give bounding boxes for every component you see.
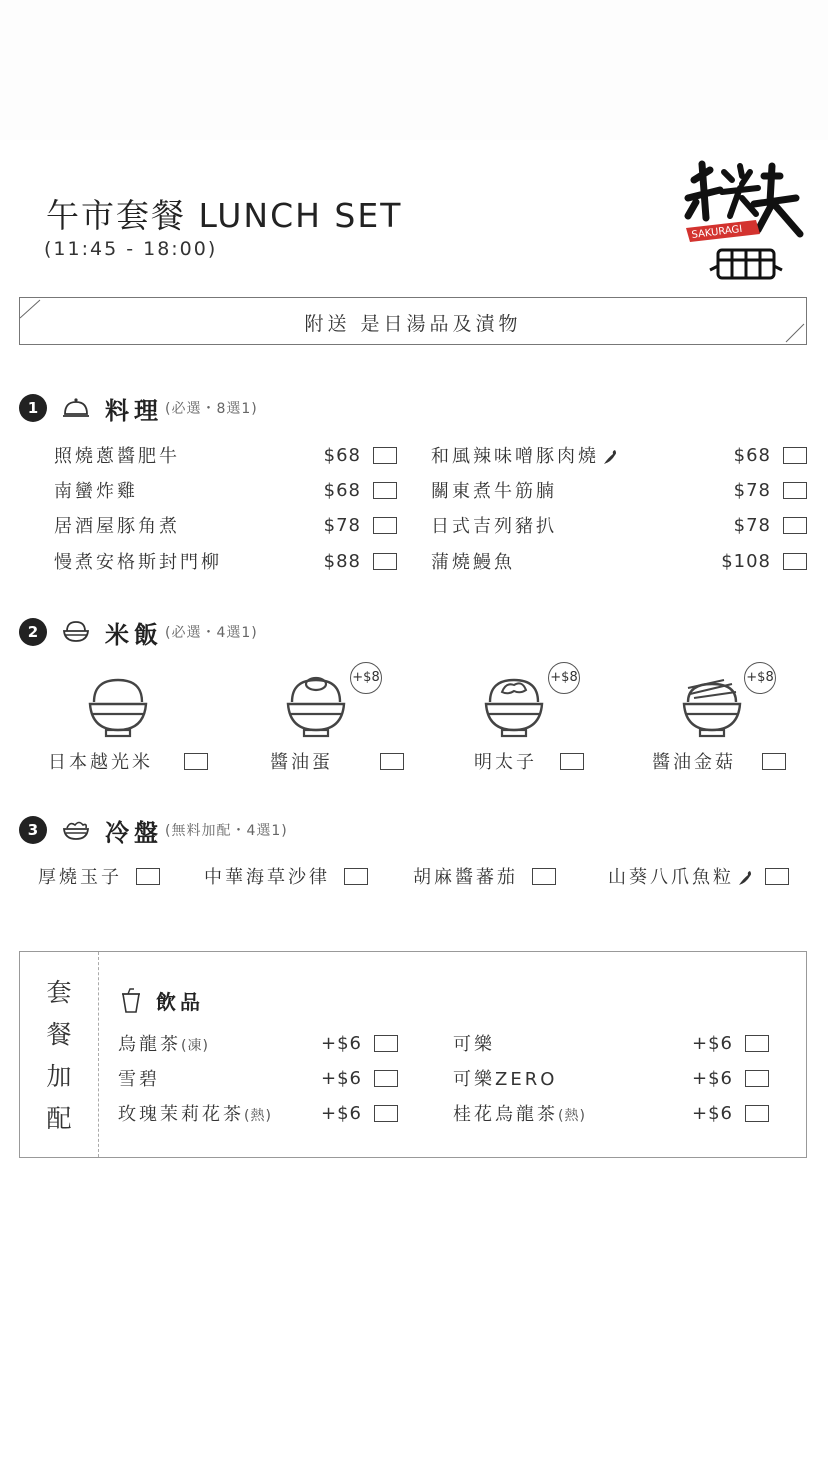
side-char: 加 <box>46 1062 72 1091</box>
dish-name: 南蠻炸雞 <box>54 481 138 502</box>
checkbox[interactable] <box>783 447 807 464</box>
dish-price: $108 <box>721 550 771 572</box>
drinks-header <box>120 986 204 1015</box>
checkbox[interactable] <box>745 1035 769 1052</box>
rice-option[interactable] <box>48 674 188 774</box>
checkbox[interactable] <box>374 1105 398 1122</box>
mentaiko-rice-bowl-icon <box>482 674 546 740</box>
drink-item[interactable] <box>453 1102 769 1124</box>
dish-item[interactable] <box>431 478 807 502</box>
drink-item[interactable] <box>453 1032 769 1054</box>
drink-note: (熱) <box>244 1108 272 1124</box>
cold-dish-item[interactable] <box>38 865 160 887</box>
drink-price: +$6 <box>321 1067 362 1089</box>
cold-dish-name: 中華海草沙律 <box>204 867 330 888</box>
rice-bowl-icon <box>86 674 150 740</box>
dish-item[interactable] <box>54 513 397 537</box>
dish-column-left <box>54 443 397 573</box>
rice-name: 日本越光米 <box>48 752 153 773</box>
rice-option[interactable] <box>444 662 584 774</box>
drink-name: 桂花烏龍茶 <box>453 1104 558 1125</box>
restaurant-logo <box>684 158 808 284</box>
section-title: 米飯 <box>105 620 163 649</box>
cold-dish-item[interactable] <box>204 865 368 887</box>
rice-bowl-icon <box>61 619 91 645</box>
svg-text:SAKURAGI: SAKURAGI <box>691 223 743 241</box>
mushroom-rice-bowl-icon <box>680 674 744 740</box>
dish-item[interactable] <box>431 513 807 537</box>
dish-name: 慢煮安格斯封門柳 <box>54 552 222 573</box>
surcharge-badge: +$8 <box>548 662 580 694</box>
dish-price: $68 <box>323 444 361 466</box>
cup-icon <box>120 988 142 1014</box>
dish-name: 關東煮牛筋腩 <box>431 481 557 502</box>
section-note: (必選・8選1) <box>165 401 258 417</box>
chili-icon <box>602 448 618 466</box>
section-note: (必選・4選1) <box>165 625 258 641</box>
checkbox[interactable] <box>136 868 160 885</box>
cold-dish-item[interactable] <box>608 865 789 887</box>
drink-name: 雪碧 <box>118 1069 160 1090</box>
checkbox[interactable] <box>374 1035 398 1052</box>
page-title: 午市套餐 LUNCH SET <box>46 196 403 235</box>
dish-column-right <box>431 443 807 573</box>
addon-box <box>19 951 807 1158</box>
cold-dish-name: 胡麻醬蕃茄 <box>413 867 518 888</box>
section-2-header <box>19 617 258 647</box>
rice-name: 醬油金菇 <box>652 752 736 773</box>
dish-name: 照燒蔥醬肥牛 <box>54 446 180 467</box>
checkbox[interactable] <box>765 868 789 885</box>
checkbox[interactable] <box>373 553 397 570</box>
dish-price: $68 <box>323 479 361 501</box>
rice-option[interactable] <box>246 662 386 774</box>
cold-dish-name: 山葵八爪魚粒 <box>608 867 734 888</box>
drink-name: 可樂ZERO <box>453 1069 558 1090</box>
dish-price: $78 <box>733 479 771 501</box>
checkbox[interactable] <box>783 482 807 499</box>
checkbox[interactable] <box>783 517 807 534</box>
checkbox[interactable] <box>373 447 397 464</box>
drink-price: +$6 <box>692 1102 733 1124</box>
egg-rice-bowl-icon <box>284 674 348 740</box>
checkbox[interactable] <box>184 753 208 770</box>
cold-dish-name: 厚燒玉子 <box>38 867 122 888</box>
drink-price: +$6 <box>321 1032 362 1054</box>
drink-item[interactable] <box>118 1032 398 1054</box>
surcharge-badge: +$8 <box>744 662 776 694</box>
dish-price: $78 <box>733 514 771 536</box>
chili-icon <box>737 869 753 887</box>
dish-item[interactable] <box>54 478 397 502</box>
section-note: (無料加配・4選1) <box>165 823 288 839</box>
section-title: 冷盤 <box>105 818 163 847</box>
dish-name: 和風辣味噌豚肉燒 <box>431 446 599 467</box>
drink-name: 可樂 <box>453 1034 495 1055</box>
checkbox[interactable] <box>344 868 368 885</box>
salad-bowl-icon <box>61 817 91 843</box>
dish-name: 日式吉列豬扒 <box>431 516 557 537</box>
cloche-icon <box>61 395 91 421</box>
dish-item[interactable] <box>431 549 807 573</box>
dish-name: 居酒屋豚角煮 <box>54 516 180 537</box>
dish-name: 蒲燒鰻魚 <box>431 552 515 573</box>
rice-name: 明太子 <box>474 752 537 773</box>
service-hours: (11:45 - 18:00) <box>44 238 218 260</box>
drink-price: +$6 <box>321 1102 362 1124</box>
dish-item[interactable] <box>431 443 807 467</box>
banner-text: 附送 是日湯品及漬物 <box>304 313 522 335</box>
dish-price: $78 <box>323 514 361 536</box>
dish-item[interactable] <box>54 443 397 467</box>
section-number: 3 <box>19 816 47 844</box>
section-1-header <box>19 393 258 423</box>
checkbox[interactable] <box>745 1105 769 1122</box>
drink-price: +$6 <box>692 1067 733 1089</box>
checkbox[interactable] <box>374 1070 398 1087</box>
drink-note: (熱) <box>558 1108 586 1124</box>
drink-name: 烏龍茶 <box>118 1034 181 1055</box>
dish-item[interactable] <box>54 549 397 573</box>
side-char: 餐 <box>46 1020 72 1049</box>
section-number: 2 <box>19 618 47 646</box>
section-number: 1 <box>19 394 47 422</box>
drinks-title: 飲品 <box>156 990 204 1014</box>
checkbox[interactable] <box>762 753 786 770</box>
side-char: 配 <box>46 1104 72 1133</box>
checkbox[interactable] <box>373 517 397 534</box>
drink-item[interactable] <box>118 1102 398 1124</box>
dish-price: $68 <box>733 444 771 466</box>
section-3-header <box>19 815 288 845</box>
surcharge-badge: +$8 <box>350 662 382 694</box>
checkbox[interactable] <box>745 1070 769 1087</box>
section-title: 料理 <box>105 396 163 425</box>
dish-price: $88 <box>323 550 361 572</box>
rice-name: 醬油蛋 <box>270 752 333 773</box>
checkbox[interactable] <box>373 482 397 499</box>
side-char: 套 <box>46 978 72 1007</box>
rice-option[interactable] <box>642 662 782 774</box>
drink-name: 玫瑰茉莉花茶 <box>118 1104 244 1125</box>
checkbox[interactable] <box>380 753 404 770</box>
drink-item[interactable] <box>118 1067 398 1089</box>
drink-price: +$6 <box>692 1032 733 1054</box>
complimentary-banner <box>19 297 807 345</box>
checkbox[interactable] <box>532 868 556 885</box>
checkbox[interactable] <box>560 753 584 770</box>
addon-side-label <box>20 952 99 1157</box>
checkbox[interactable] <box>783 553 807 570</box>
cold-dish-item[interactable] <box>413 865 556 887</box>
drink-note: (凍) <box>181 1038 209 1054</box>
drink-item[interactable] <box>453 1067 769 1089</box>
top-band <box>0 0 828 140</box>
